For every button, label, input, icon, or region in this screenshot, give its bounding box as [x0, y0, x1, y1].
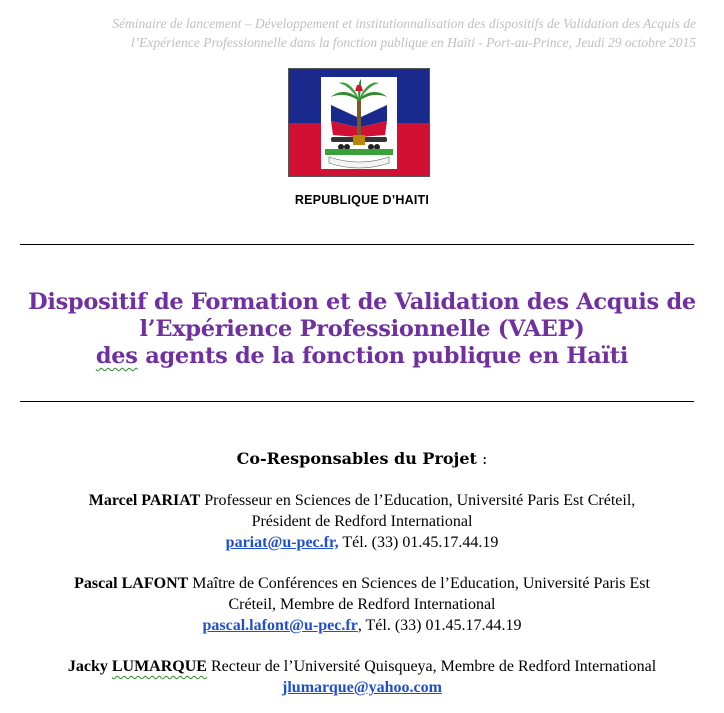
person-contact [10, 677, 714, 698]
project-heading [0, 449, 724, 468]
person-pariat [10, 490, 714, 553]
haiti-flag-icon [288, 68, 430, 177]
title-line-1: Dispositif de Formation et de Validation des Acquis de [28, 289, 696, 315]
person-lafont [10, 573, 714, 636]
person-contact [10, 615, 714, 636]
title-line-3-word: des [95, 343, 138, 369]
person-role: Recteur de l’Université Quisqueya, Membre de Redford International [206, 658, 657, 675]
title-line-3 [0, 343, 724, 370]
person-role: Maître de Conférences en Sciences de l’Education, Université Paris Est [188, 575, 650, 592]
coat-of-arms [321, 77, 397, 169]
person-role-line-2: Président de Redford International [251, 513, 473, 530]
person-name: Marcel PARIAT [88, 492, 201, 509]
person-name: Pascal LAFONT [74, 575, 189, 592]
person-lumarque [10, 656, 714, 698]
person-contact [10, 532, 714, 553]
project-heading-suffix: : [476, 449, 488, 468]
phone-number: Tél. (33) 01.45.17.44.19 [338, 534, 499, 551]
header-note-line-2: l’Expérience Professionnelle dans la fonction publique en Haïti - Port-au-Prince, Jeudi 29 octobre 2015 [130, 35, 696, 50]
divider-top [20, 244, 694, 245]
phone-number: , Tél. (33) 01.45.17.44.19 [357, 617, 522, 634]
person-pariat-line-1 [10, 490, 714, 511]
seminar-header-note [18, 14, 696, 52]
coat-of-arms-icon [321, 77, 397, 169]
person-name-first: Jacky [67, 658, 112, 675]
email-link[interactable]: pariat@u-pec.fr, [225, 534, 339, 551]
title-line-2: l’Expérience Professionnelle (VAEP) [139, 316, 585, 342]
person-lafont-line-1 [10, 573, 714, 594]
person-name-last: LUMARQUE [111, 658, 207, 675]
title-line-3-rest: agents de la fonction publique en Haïti [137, 343, 629, 369]
person-role: Professeur en Sciences de l’Education, Université Paris Est Créteil, [200, 492, 636, 509]
email-link[interactable]: jlumarque@yahoo.com [282, 679, 442, 696]
header-note-line-1: Séminaire de lancement – Développement et institutionnalisation des dispositifs de Validation des Acquis de [112, 16, 696, 31]
email-link[interactable]: pascal.lafont@u-pec.fr [202, 617, 358, 634]
republic-label: REPUBLIQUE D’HAITI [294, 193, 430, 207]
person-lumarque-line-1 [10, 656, 714, 677]
divider-bottom [20, 401, 694, 402]
document-title [0, 289, 724, 370]
person-role-line-2: Créteil, Membre de Redford International [228, 596, 496, 613]
project-heading-label: Co-Responsables du Projet [236, 449, 477, 468]
